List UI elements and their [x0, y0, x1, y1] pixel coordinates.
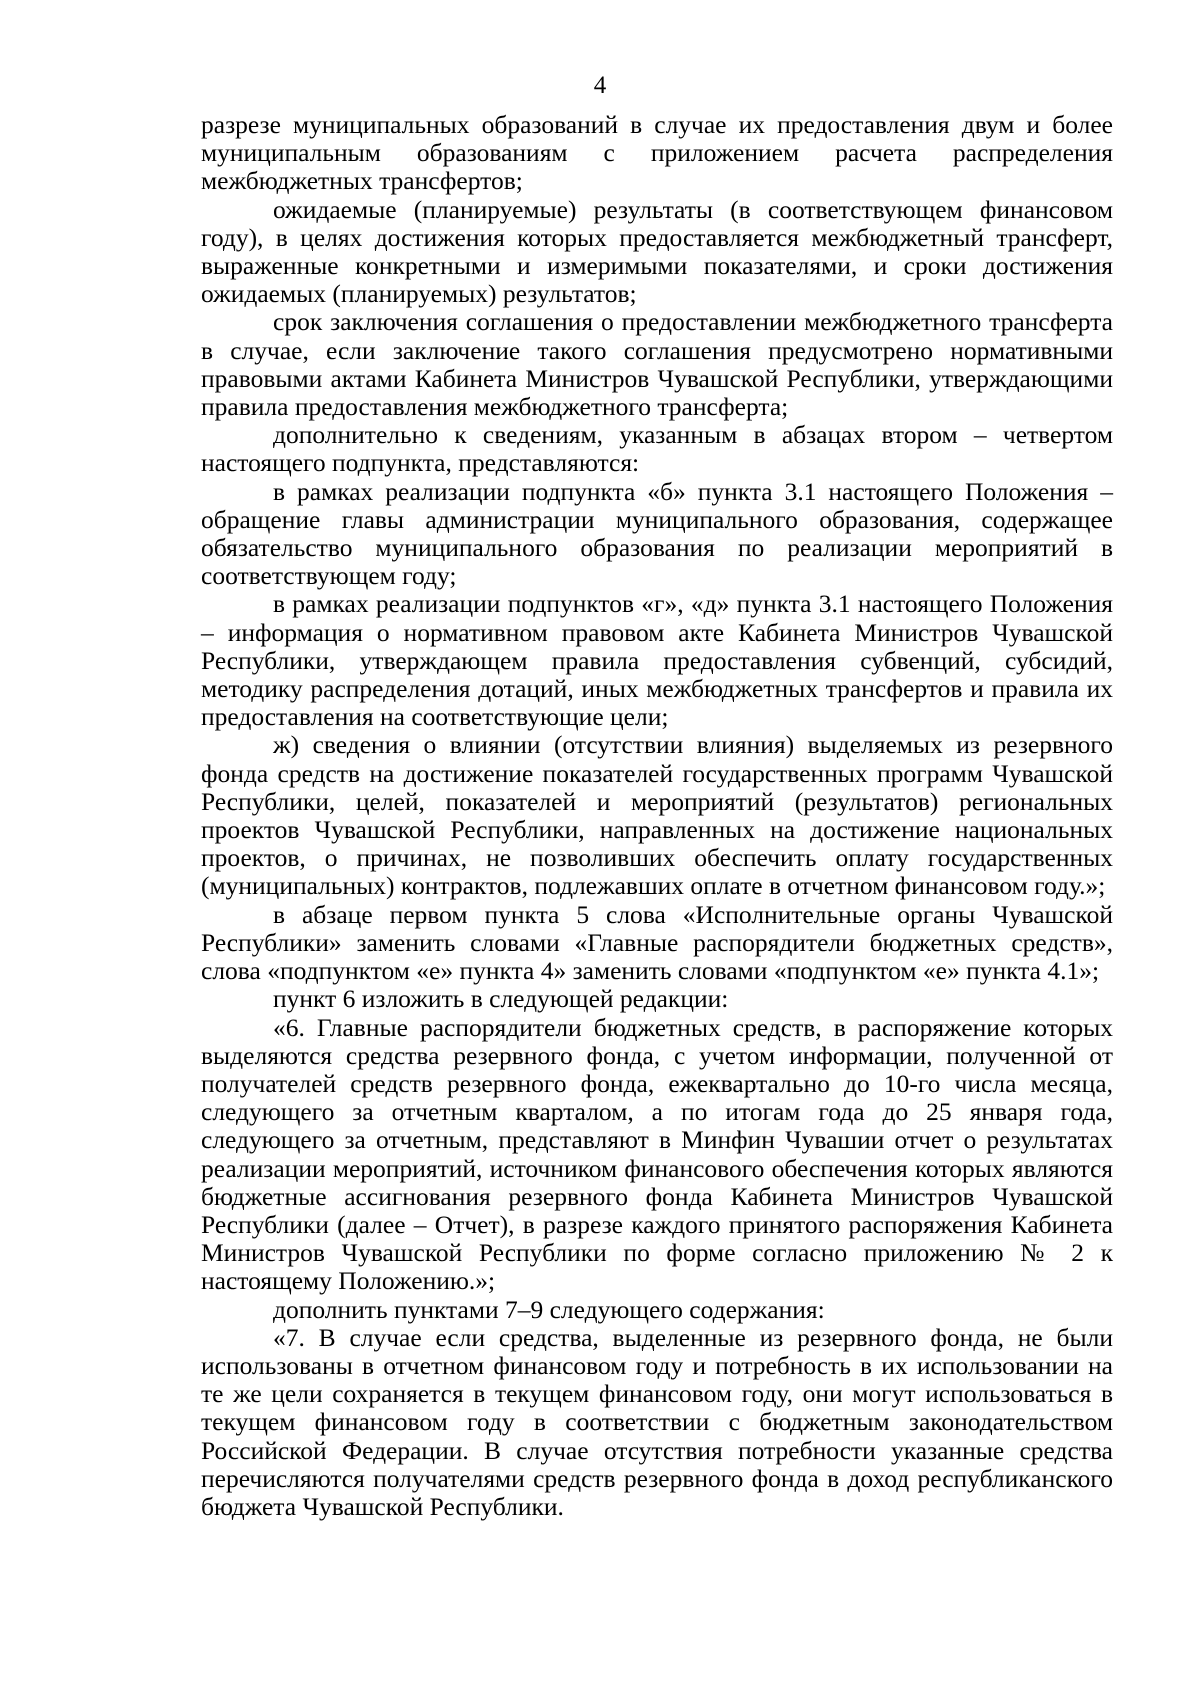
page-number: 4 [593, 72, 607, 99]
paragraph-subpoints-g-d: в рамках реализации подпунктов «г», «д» пункта 3.1 настоящего Положения – информация о нормативном правовом акте Кабинета Министров Чувашской Республики, утверждающем правила предоставления субвенций, субсидий, методику распределения дотаций, иных межбюджетных трансфертов и правила их предоставления на соответствующие цели; [201, 589, 1113, 732]
paragraph-point-5-amendment: в абзаце первом пункта 5 слова «Исполнительные органы Чувашской Республики» заменить словами «Главные распорядители бюджетных средств», слова «подпунктом «е» пункта 4» заменить словами «подпунктом «е» пункта 4.1»; [201, 899, 1113, 986]
paragraph-expected-results: ожидаемые (планируемые) результаты (в соответствующем финансовом году), в целях достижения которых предоставляется межбюджетный трансферт, выраженные конкретными и измеримыми показателями, и сроки достижения ожидаемых (планируемых) результатов; [201, 194, 1113, 309]
paragraph-subpoint-zh: ж) сведения о влиянии (отсутствии влияния) выделяемых из резервного фонда средств на достижение показателей государственных программ Чувашской Республики, целей, показателей и мероприятий (результатов) региональных проектов Чувашской Республики, направленных на достижение национальных проектов, о причинах, не позволивших обеспечить оплату государственных (муниципальных) контрактов, подлежавших оплате в отчетном финансовом году.»; [201, 730, 1113, 901]
paragraph-points-7-9-intro: дополнить пунктами 7–9 следующего содержания: [273, 1294, 825, 1324]
paragraph-point-6-intro: пункт 6 изложить в следующей редакции: [273, 984, 729, 1014]
paragraph-point-6-text: «6. Главные распорядители бюджетных средств, в распоряжение которых выделяются средства резервного фонда, с учетом информации, полученной от получателей средств резервного фонда, ежеквартально до 10-го числа месяца, следующего за отчетным кварталом, а по итогам года до 25 января года, следующего за отчетным, представляют в Минфин Чувашии отчет о результатах реализации мероприятий, источником финансового обеспечения которых являются бюджетные ассигнования резервного фонда Кабинета Министров Чувашской Республики (далее – Отчет), в разрезе каждого принятого распоряжения Кабинета Министров Чувашской Республики по форме согласно приложению № 2 к настоящему Положению.»; [201, 1012, 1113, 1296]
document-body [201, 111, 1113, 1521]
paragraph-point-7-text: «7. В случае если средства, выделенные из резервного фонда, не были использованы в отчетном финансовом году и потребность в их использовании на те же цели сохраняется в текущем финансовом году, они могут использоваться в текущем финансовом году в соответствии с бюджетным законодательством Российской Федерации. В случае отсутствия потребности указанные средства перечисляются получателями средств резервного фонда в доход республиканского бюджета Чувашской Республики. [201, 1322, 1113, 1521]
paragraph-continuation: разрезе муниципальных образований в случае их предоставления двум и более муниципальным образованиям с приложением расчета распределения межбюджетных трансфертов; [201, 110, 1113, 196]
paragraph-additional-info: дополнительно к сведениям, указанным в абзацах втором – четвертом настоящего подпункта, представляются: [201, 420, 1113, 478]
paragraph-agreement-term: срок заключения соглашения о предоставлении межбюджетного трансферта в случае, если заключение такого соглашения предусмотрено нормативными правовыми актами Кабинета Министров Чувашской Республики, утверждающими правила предоставления межбюджетного трансферта; [201, 307, 1113, 422]
paragraph-subpoint-b: в рамках реализации подпункта «б» пункта 3.1 настоящего Положения – обращение главы администрации муниципального образования, содержащее обязательство муниципального образования по реализации мероприятий в соответствующем году; [201, 476, 1113, 591]
